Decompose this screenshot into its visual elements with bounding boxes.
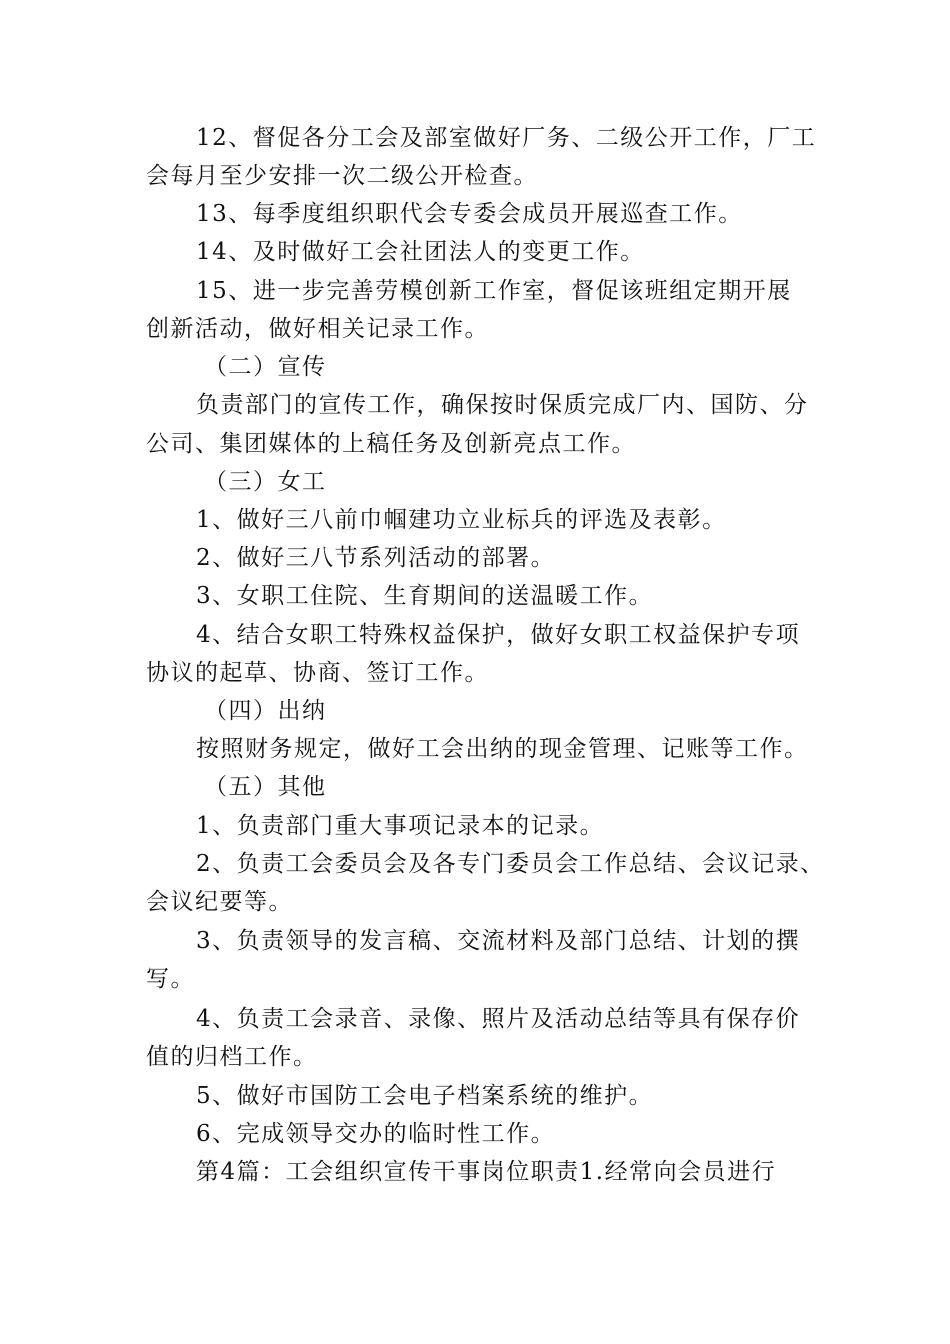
paragraph-line: 第4篇：工会组织宣传干事岗位职责1.经常向会员进行	[196, 1159, 777, 1185]
paragraph-line: 值的归档工作。	[146, 1044, 318, 1070]
paragraph-line: 5、做好市国防工会电子档案系统的维护。	[196, 1083, 654, 1109]
paragraph-line: 4、负责工会录音、录像、照片及活动总结等具有保存价	[196, 1006, 801, 1032]
paragraph-line: 15、进一步完善劳模创新工作室，督促该班组定期开展	[196, 278, 792, 304]
paragraph-line: 会议纪要等。	[146, 889, 293, 915]
section-heading: （三）女工	[204, 469, 327, 495]
section-heading: （五）其他	[204, 774, 327, 800]
section-heading: （二）宣传	[204, 354, 327, 380]
paragraph-line: 3、负责领导的发言稿、交流材料及部门总结、计划的撰	[196, 928, 801, 954]
paragraph-line: 2、做好三八节系列活动的部署。	[196, 545, 556, 571]
paragraph-line: 1、做好三八前巾帼建功立业标兵的评选及表彰。	[196, 507, 727, 533]
paragraph-line: 3、女职工住院、生育期间的送温暖工作。	[196, 583, 654, 609]
paragraph-line: 6、完成领导交办的临时性工作。	[196, 1121, 556, 1147]
paragraph-line: 写。	[146, 966, 195, 992]
paragraph-line: 按照财务规定，做好工会出纳的现金管理、记账等工作。	[196, 736, 809, 762]
paragraph-line: 公司、集团媒体的上稿任务及创新亮点工作。	[146, 431, 636, 457]
paragraph-line: 2、负责工会委员会及各专门委员会工作总结、会议记录、	[196, 851, 825, 877]
paragraph-line: 13、每季度组织职代会专委会成员开展巡查工作。	[196, 201, 743, 227]
paragraph-line: 协议的起草、协商、签订工作。	[146, 660, 489, 686]
paragraph-line: 负责部门的宣传工作，确保按时保质完成厂内、国防、分	[196, 392, 809, 418]
paragraph-line: 14、及时做好工会社团法人的变更工作。	[196, 239, 645, 265]
paragraph-line: 12、督促各分工会及部室做好厂务、二级公开工作，厂工	[196, 125, 817, 151]
paragraph-line: 会每月至少安排一次二级公开检查。	[146, 163, 538, 189]
paragraph-line: 创新活动，做好相关记录工作。	[146, 316, 489, 342]
paragraph-line: 1、负责部门重大事项记录本的记录。	[196, 813, 605, 839]
paragraph-line: 4、结合女职工特殊权益保护，做好女职工权益保护专项	[196, 622, 801, 648]
section-heading: （四）出纳	[204, 698, 327, 724]
